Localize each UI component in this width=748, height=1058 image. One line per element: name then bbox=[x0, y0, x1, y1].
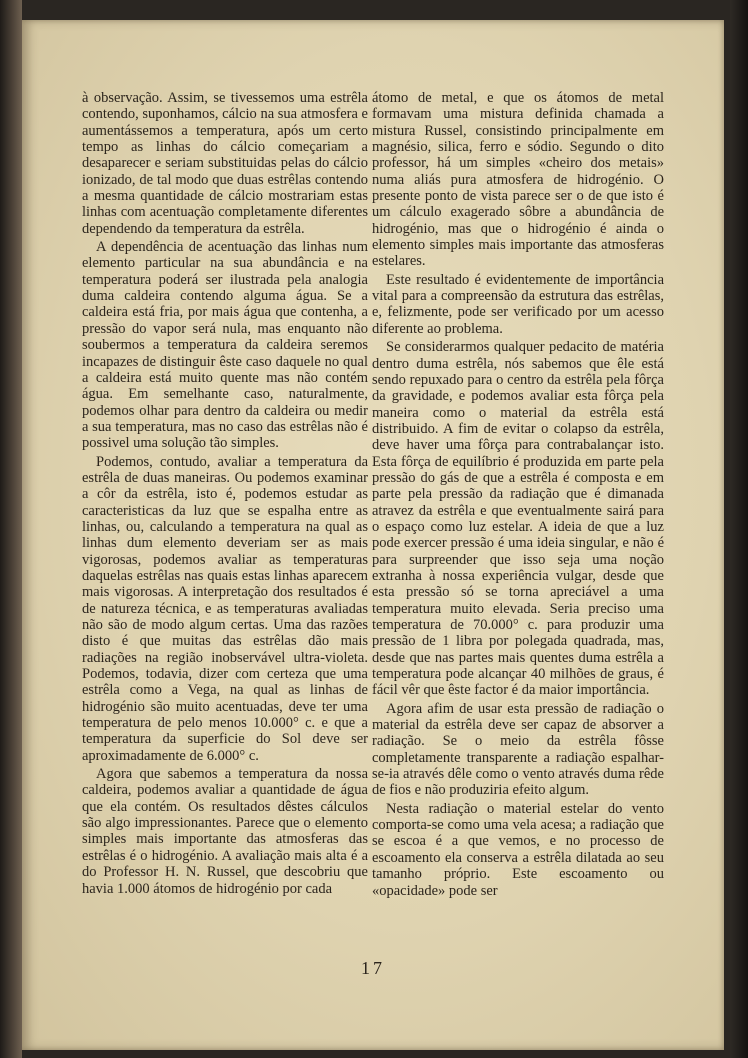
paragraph: à observação. Assim, se tivessemos uma estrêla contendo, suponhamos, cálcio na sua atmosfera e aumentássemos a temperatura, após um certo tempo as linhas do cálcio começariam a desaparecer e seriam substituidas pelas do cálcio ionizado, de tal modo que duas estrêlas contendo a mesma quantidade de cálcio mostrariam estas linhas com acentuação completamente diferentes dependendo da temperatura da estrêla. bbox=[82, 90, 368, 237]
paragraph: Nesta radiação o material estelar do vento comporta-se como uma vela acesa; a radiação que se escoa é a que vemos, e no processo de escoamento ela conserva a estrêla dilatada ao seu tamanho próprio. Este escoamento ou «opacidade» pode ser bbox=[372, 800, 664, 899]
book-edge bbox=[730, 0, 748, 1058]
paragraph: Se considerarmos qualquer pedacito de matéria dentro duma estrêla, nós sabemos que êle está sendo repuxado para o centro da estrêla pela fôrça da gravidade, e podemos avaliar esta fôrça pela maneira como o material da estrêla está distribuido. A fim de evitar o colapso da estrêla, deve haver uma fôrça para contrabalançar isto. Esta fôrça de equilíbrio é produzida em parte pela pressão do gás de que a estrêla é composta e em parte pela pressão da radiação que é dimanada atravez da estrêla e que eventualmente sairá para o espaço como luz estelar. A ideia de que a luz pode exercer pressão é uma ideia singular, e não é para surpreender que isso seja uma noção extranha à nossa experiência vulgar, desde que esta pressão só se torna apreciável a uma temperatura muito elevada. Seria preciso uma temperatura de 70.000° c. para produzir uma pressão de 1 libra por polegada quadrada, mas, desde que nas partes mais quentes duma estrêla a temperatura pode alcançar 40 milhões de graus, é fácil vêr que êste factor é da maior importância. bbox=[372, 339, 664, 699]
book-page bbox=[22, 20, 724, 1050]
paragraph: A dependência de acentuação das linhas num elemento particular na sua abundância e na temperatura poderá ser ilustrada pela analogia duma caldeira contendo alguma água. Se a caldeira está fria, por mais água que contenha, a pressão do vapor será nula, mas enquanto não soubermos a temperatura da caldeira seremos incapazes de distinguir êste caso daquele no qual a caldeira está muito quente mas não contém água. Em semelhante caso, naturalmente, podemos olhar para dentro da caldeira ou medir a sua temperatura, mas no caso das estrêlas não é possivel uma solução tão simples. bbox=[82, 239, 368, 452]
book-spine-shadow bbox=[0, 0, 22, 1058]
left-text-column bbox=[82, 90, 368, 897]
paragraph: átomo de metal, e que os átomos de metal formavam uma mistura definida chamada a mistura Russel, consistindo principalmente em magnésio, silica, ferro e sódio. Segundo o dito professor, há um simples «cheiro dos metais» numa aliás pura atmosfera de hidrogénio. O presente ponto de vista parece ser o de que isto é um cálculo exagerado sôbre a abundância de hidrogénio, mas que o hidrogénio é ainda o elemento simples mais importante das atmosferas estelares. bbox=[372, 90, 664, 270]
paragraph: Este resultado é evidentemente de importância vital para a compreensão da estrutura das estrêlas, e, felizmente, pode ser verificado por um acesso diferente ao problema. bbox=[372, 271, 664, 337]
paragraph: Agora que sabemos a temperatura da nossa caldeira, podemos avaliar a quantidade de água que ela contém. Os resultados dêstes cálculos são algo impressionantes. Parece que o elemento simples mais importante das atmosferas das estrêlas é o hidrogénio. A avaliação mais alta é a do Professor H. N. Russel, que descobriu que havia 1.000 átomos de hidrogénio por cada bbox=[82, 766, 368, 897]
paragraph: Agora afim de usar esta pressão de radiação o material da estrêla deve ser capaz de absorver a radiação. Se o meio da estrêla fôsse completamente transparente a radiação espalhar-se-ia através dêle como o vento através duma rêde de fios e não produziria efeito algum. bbox=[372, 700, 664, 799]
paragraph: Podemos, contudo, avaliar a temperatura da estrêla de duas maneiras. Ou podemos examinar a côr da estrêla, isto é, podemos estudar as caracteristicas da luz que se espalha entre as linhas, ou, calculando a temperatura na qual as linhas dum elemento deveriam ser as mais vigorosas, podemos avaliar as temperaturas daquelas estrêlas nas quais estas linhas aparecem mais vigorosas. A interpretação dos resultados é de natureza técnica, e as temperaturas avaliadas não são de modo algum certas. Uma das razões disto é que muitas das estrêlas dão mais radiações na região inobservável ultra-violeta. Podemos, todavia, dizer com certeza que uma estrêla como a Vega, na qual as linhas de hidrogénio são muito acentuadas, deve ter uma temperatura de pelo menos 10.000° c. e que a temperatura da superficie do Sol deve ser aproximadamente de 6.000° c. bbox=[82, 453, 368, 764]
page-number: 17 bbox=[361, 958, 385, 978]
right-text-column bbox=[372, 90, 664, 899]
